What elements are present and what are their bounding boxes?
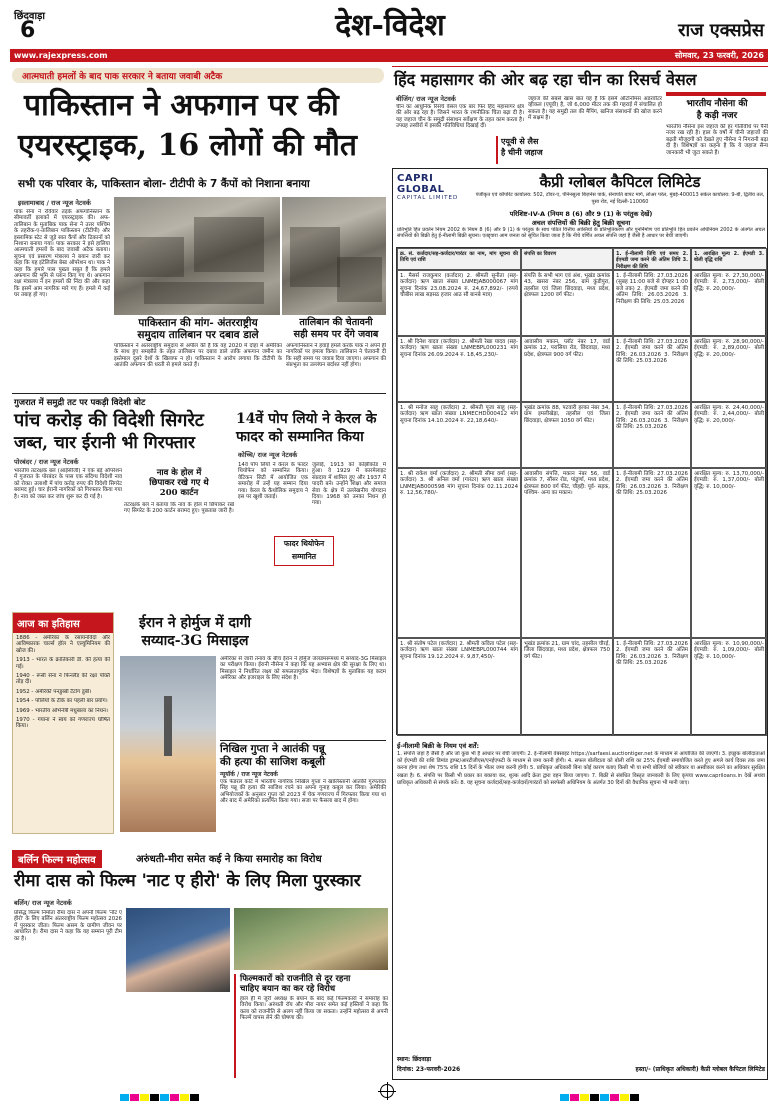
- gujarat-box-heading-3: 200 कार्टन: [159, 488, 199, 498]
- gujarat-box-headings: [124, 468, 234, 498]
- table-row: 1. ई-नीलामी तिथि: 27.03.2026 2. ईएमडी जमा करने की अंतिम तिथि: 26.03.2026 3. निरीक्षण की तिथि: 25.03.2026: [613, 638, 691, 736]
- berlin-box-text: हाल ही में जूरी अध्यक्ष के बयान के बाद कई फिल्मकारों ने समारोह का विरोध किया। अरुंधती रॉय और मीरा नायर समेत कई हस्तियों ने कहा कि कला को राजनीति से अलग नहीं किया जा सकता। उन्होंने महोत्सव से अपनी फिल्में वापस लेने की घोषणा की।: [240, 996, 388, 1022]
- registration-mark-icon: [380, 1084, 394, 1098]
- table-row: 1. ई-नीलामी तिथि: 27.03.2026 (सुबह 11:00 बजे से दोपहर 1:00 बजे तक) 2. ईएमडी जमा करने की अंतिम तिथि: 26.03.2026 3. निरीक्षण की तिथि: 25.03.2026: [613, 270, 691, 336]
- iran-body: अमेरिका से जारी तनाव के बीच ईरान ने होर्मुज जलडमरूमध्य में सय्याद-3G मिसाइल का परीक्षण किया। ईरानी नौसेना ने कहा कि यह अभ्यास क्षेत्र की सुरक्षा के लिए था। मिसाइल ने निर्धारित लक्ष्य को सफलतापूर्वक भेदा। विशेषज्ञों के मुताबिक यह कदम अमेरिका और इजराइल के लिए संदेश है।: [220, 656, 386, 682]
- berlin-headline: रीमा दास को फिल्म 'नाट ए हीरो' के लिए मिला पुरस्कार: [14, 871, 361, 891]
- gujarat-headline-2: जब्त, चार ईरानी भी गिरफ्तार: [14, 433, 195, 453]
- berlin-box: [234, 974, 388, 1078]
- berlin-body: प्रसिद्ध फिल्म निर्माता रीमा दास ने अपनी फिल्म 'नॉट ए हीरो' के लिए बर्लिन अंतरराष्ट्रीय फिल्म महोत्सव 2026 में पुरस्कार जीता। फिल्म असम के ग्रामीण जीवन पर आधारित है। रीमा दास ने कहा कि यह सम्मान पूरी टीम का है।: [14, 910, 122, 942]
- berlin-tag: बर्लिन फिल्म महोत्सव: [12, 850, 102, 868]
- terms-text: 1. संपत्ति जहां है जैसी है और जो कुछ भी है आधार पर बेची जाएगी। 2. ई-नीलामी वेबसाइट https://sarfaesi.auctiontiger.net के माध्यम से आयोजित की जाएगी। 3. इच्छुक बोलीदाताओं को ईएमडी की राशि डिमांड ड्राफ्ट/आरटीजीएस/एनईएफटी के माध्यम से जमा करनी होगी। 4. सफल बोलीदाता को बोली राशि का 25% ईएमडी समायोजित करते हुए अगले कार्य दिवस तक जमा करना होगा तथा शेष 75% राशि 15 दिनों के भीतर जमा करनी होगी। 5. प्राधिकृत अधिकारी बिना कोई कारण बताए किसी भी या सभी बोलियों को स्वीकार या अस्वीकार करने का अधिकार सुरक्षित रखता है। 6. संपत्ति पर किसी भी प्रकार का बकाया कर, शुल्क आदि क्रेता द्वारा वहन किया जाएगा। 7. बिक्री से संबंधित विस्तृत जानकारी के लिए कृपया www.capriloans.in देखें अथवा प्राधिकृत अधिकारी से संपर्क करें। 8. यह सूचना कर्जदारों/सह-कर्जदारों/गारंटरों को सरफेसी अधिनियम के अंतर्गत 30 दिनों की वैधानिक सूचना भी मानी जाए।: [397, 751, 765, 786]
- pope-inset-2: सम्मानित: [291, 552, 317, 561]
- paper-name: राज एक्सप्रेस: [678, 20, 764, 41]
- color-bar-left: [120, 1086, 220, 1094]
- nijjar-story: [220, 740, 386, 834]
- gujarat-headline-1: पांच करोड़ की विदेशी सिगरेट: [14, 410, 204, 431]
- nijjar-byline: न्यूयॉर्क / राज न्यूज नेटवर्क: [220, 771, 278, 778]
- lead-photo-text: पाकिस्तान ने अंतरराष्ट्रीय समुदाय से अपील की है कि वह 2020 में दोहा में अमेरिका के साथ हुए समझौते के तहत तालिबान पर दबाव डाले ताकि अफगान जमीन का इस्तेमाल दूसरे देशों के खिलाफ न हो। पाकिस्तान ने आरोप लगाया कि टीटीपी के आतंकी अफगान की धरती से हमले करते हैं।: [114, 343, 282, 369]
- lead-photo-caption-1: पाकिस्तान की मांग- अंतरराष्ट्रीय: [138, 317, 258, 329]
- iran-missile-photo: [120, 656, 216, 832]
- gujarat-box-heading-2: छिपाकर रखे गए थे: [149, 478, 209, 488]
- table-header-2: संपत्ति का विवरण: [521, 248, 613, 270]
- gujarat-top-rule: [12, 393, 386, 394]
- gujarat-kicker: गुजरात में समुद्री तट पर पकड़ी विदेशी बोट: [14, 398, 146, 408]
- navy-heading-1: भारतीय नौसेना की: [686, 99, 748, 109]
- gujarat-body: भारतीय तटरक्षक बल (आईसीजी) ने एक बड़े ऑपरेशन में गुजरात के पोरबंदर के पास एक संदिग्ध विदेशी नाव को रोका। तलाशी में पांच करोड़ रुपए की विदेशी सिगरेट बरामद हुई। चार ईरानी नागरिकों को गिरफ्तार किया गया है। नाव को जब्त कर जांच शुरू कर दी गई है।: [14, 468, 122, 500]
- history-item: 1969 - भारतीय अभिनेत्री मधुबाला का निधन।: [16, 707, 108, 714]
- china-inset-1: एयूवी से लैस: [501, 137, 539, 146]
- issue-date: सोमवार, 23 फरवरी, 2026: [674, 51, 764, 60]
- capri-logo-sub: CAPITAL LIMITED: [397, 195, 459, 201]
- table-row: संपत्ति के सभी भाग एवं अंश, भूखंड क्रमांक 43, खसरा नंबर 256, ग्राम कुंडीपुरा, तहसील एवं जिला छिंदवाड़ा, मध्य प्रदेश, क्षेत्रफल 1200 वर्ग फीट।: [521, 270, 613, 336]
- table-row: 1. ई-नीलामी तिथि: 27.03.2026 2. ईएमडी जमा करने की अंतिम तिथि: 26.03.2026 3. निरीक्षण की तिथि: 25.03.2026: [613, 336, 691, 402]
- table-row: 1. श्री दिनेश यादव (कर्जदार) 2. श्रीमती रेखा यादव (सह-कर्जदार) ऋण खाता संख्या LNMEBPL000231 मांग सूचना दिनांक 26.09.2024 रु. 18,45,230/-: [397, 336, 521, 402]
- taliban-heading-2: सही समय पर देंगे जवाब: [293, 329, 379, 340]
- nijjar-headline-1: निखिल गुप्ता ने आतंकी पन्नू: [220, 743, 325, 755]
- website-link[interactable]: www.rajexpress.com: [14, 51, 108, 60]
- lead-body: पाक सेना ने रविवार तड़के अफगानिस्तान के सीमावर्ती इलाकों में एयरस्ट्राइक की। अफ-तालिबान के मुताबिक पाक सेना ने उत्तर पश्चिम के तहरीक-ए-तालिबान पाकिस्तान (टीटीपी) और इस्लामिक स्टेट से जुड़े सात कैंपों और ठिकानों को निशाना बनाया गया। पाक सरकार ने इसे हालिया आत्मघाती हमलों के बाद जवाबी अटैक बताया। सूचना एवं प्रसारण मंत्रालय ने बयान जारी कर कहा कि यह इंटेलिजेंस बेस्ड ऑपरेशन था। पाक ने कहा कि हमारे पास पुख्ता सबूत हैं कि हमले अफगान की भूमि से प्लान किए गए थे। अफगान रक्षा मंत्रालय ने इन हमलों की निंदा की और कहा कि इसमें आम नागरिक मारे गए हैं। हमले में कई घर तबाह हो गए।: [14, 209, 110, 299]
- china-rule: [392, 66, 768, 67]
- berlin-byline: बर्लिन/ राज न्यूज नेटवर्क: [14, 899, 72, 907]
- lead-byline: इस्लामाबाद / राज न्यूज नेटवर्क: [18, 199, 91, 207]
- nijjar-headline-2: की हत्या की साजिश कबूली: [220, 756, 325, 768]
- china-col-b: जहाज की सबसे खास बात यह है कि इसमें ऑटोनॉमस अंडरवॉटर व्हीकल (एयूवी) है, जो 6,000 मीटर तक की गहराई में संचालित हो सकता है। यह समुद्री तल की मैपिंग, खनिज संसाधनों की खोज करने में सक्षम है।: [528, 96, 662, 122]
- history-box: [12, 612, 114, 834]
- capri-notice: [392, 168, 768, 1080]
- city-name: छिंदवाड़ा: [14, 11, 45, 22]
- table-header-3: 1. ई-नीलामी तिथि एवं समय 2. ईएमडी जमा करने की अंतिम तिथि 3. निरीक्षण की तिथि: [613, 248, 691, 270]
- notice-intro: प्रतिभूति हित प्रवर्तन नियम 2002 के नियम 8 (6) और 9 (1) के परंतुक के साथ पठित वित्तीय आस्तियों के प्रतिभूतिकरण और पुनर्निर्माण एवं प्रतिभूति हित प्रवर्तन अधिनियम 2002 के अंतर्गत अचल संपत्तियों की बिक्री हेतु ई-नीलामी बिक्री सूचना। एतद्द्वारा आम जनता को सूचित किया जाता है कि नीचे वर्णित अचल संपत्ति जहां है जैसी है आधार पर बेची जाएगी।: [397, 227, 765, 240]
- lead-subhead: सभी एक परिवार के, पाकिस्तान बोला- टीटीपी के 7 कैंपों को निशाना बनाया: [18, 178, 310, 190]
- masthead: [10, 6, 768, 48]
- history-item: 1886 - अमेरिका के रसायनविदों और आविष्कारक चार्ल्स हॉल ने एल्युमिनियम की खोज की।: [16, 635, 110, 654]
- table-row: आरक्षित मूल्य: रु. 24,40,000/- ईएमडी: रु. 2,44,000/- बोली वृद्धि: रु. 20,000/-: [691, 402, 767, 468]
- table-row: आवासीय संपत्ति, मकान नंबर 56, वार्ड क्रमांक 7, सौंसर रोड, पांढुर्णा, मध्य प्रदेश, क्षेत्रफल 800 वर्ग फीट, चौहद्दी: पूर्व- सड़क, पश्चिम- अन्य का मकान।: [521, 468, 613, 638]
- table-row: भूखंड क्रमांक 21, ग्राम चांद, तहसील चौरई, जिला छिंदवाड़ा, मध्य प्रदेश, क्षेत्रफल 750 वर्ग फीट।: [521, 638, 613, 736]
- lead-photo-caption-2: समुदाय तालिबान पर दबाव डाले: [137, 329, 259, 341]
- berlin-box-heading-2: चाहिए बयान का कर रहे विरोध: [240, 984, 336, 994]
- notice-title: कैप्री ग्लोबल कैपिटल लिमिटेड: [539, 173, 701, 191]
- pope-headline-1: 14वें पोप लियो ने केरल के: [236, 411, 377, 427]
- table-header-4: 1. आरक्षित मूल्य 2. ईएमडी 3. बोली वृद्धि राशि: [691, 248, 767, 270]
- page-number: 6: [20, 18, 36, 43]
- table-row: आवासीय मकान, प्लॉट नंबर 17, वार्ड क्रमांक 12, परासिया रोड, छिंदवाड़ा, मध्य प्रदेश, क्षेत्रफल 900 वर्ग फीट।: [521, 336, 613, 402]
- table-row: 1. श्री राकेश वर्मा (कर्जदार) 2. श्रीमती सीमा वर्मा (सह-कर्जदार) 3. श्री अनिल वर्मा (गारंटर) ऋण खाता संख्या LNMEJAB000598 मांग सूचना दिनांक 02.11.2024 रु. 12,56,780/-: [397, 468, 521, 638]
- notice-signature: हस्ता/- (प्राधिकृत अधिकारी) कैप्री ग्लोबल कैपिटल लिमिटेड: [635, 1066, 765, 1073]
- navy-text: भारतीय नौसेना इस जहाज की हर गतिविधि पर पैनी नजर रख रही है। हाल के वर्षों में चीनी जहाजों की बढ़ती मौजूदगी को देखते हुए नौसेना ने निगरानी बढ़ा दी है। विशेषज्ञों का कहना है कि ये जहाज सैन्य जानकारी भी जुटा सकते हैं।: [666, 124, 768, 156]
- iran-headline-1: ईरान ने होर्मुज में दागी: [138, 615, 252, 631]
- china-inset-2: है चीनी जहाज: [501, 148, 543, 157]
- table-row: आरक्षित मूल्य: रु. 27,30,000/- ईएमडी: रु. 2,73,000/- बोली वृद्धि: रु. 20,000/-: [691, 270, 767, 336]
- table-row: 1. श्री मनोज साहू (कर्जदार) 2. श्रीमती पूजा साहू (सह-कर्जदार) ऋण खाता संख्या LNMECHD000412 मांग सूचना दिनांक 14.10.2024 रु. 22,18,640/-: [397, 402, 521, 468]
- lead-headline-1: पाकिस्तान ने अफगान पर की: [24, 88, 339, 123]
- notice-place: स्थान: छिंदवाड़ा: [397, 1056, 432, 1063]
- table-row: 1. ई-नीलामी तिथि: 27.03.2026 2. ईएमडी जमा करने की अंतिम तिथि: 26.03.2026 3. निरीक्षण की तिथि: 25.03.2026: [613, 402, 691, 468]
- history-item: 1940 - रूसी सेना ने फिनलैंड की रक्षा पंक्ति तोड़ दी।: [16, 673, 110, 686]
- airstrike-photo: [114, 197, 280, 315]
- taliban-text: अफगानिस्तान ने हवाई हमले करके पाक ने अपने ही नागरिकों पर हमला किया। तालिबान ने चेतावनी दी कि सही समय पर जवाब दिया जाएगा। अफगान की संप्रभुता का उल्लंघन बर्दाश्त नहीं होगा।: [286, 343, 386, 369]
- china-col-a: चीन का आधुनिक रिसर्च वेसल एक बार फिर हिंद महासागर क्षेत्र की ओर बढ़ रहा है। जिसने भारत के रणनीतिक चिंता बढ़ा दी है। यह जहाज चीन के समुद्री संसाधन सर्वेक्षण के तहत काम करता है। उपग्रह तस्वीरों में इसकी गतिविधियां दिखाई दीं।: [396, 104, 524, 130]
- pope-body: 14वें पोप लियो ने केरल के फादर थियोफेन को सम्मानित किया। वेटिकन सिटी में आयोजित एक समारोह में उन्हें यह सम्मान दिया गया। केरल के कैथोलिक समुदाय ने इस पर खुशी जताई।: [238, 462, 308, 501]
- terms-heading: ई-नीलामी बिक्री के नियम एवं शर्तें:: [397, 742, 480, 750]
- china-vessel-photo: [666, 92, 766, 96]
- notice-heading: अचल संपत्तियों की बिक्री हेतु बिक्री सूचना: [531, 219, 631, 227]
- table-row: आरक्षित मूल्य: रु. 28,90,000/- ईएमडी: रु. 2,89,000/- बोली वृद्धि: रु. 20,000/-: [691, 336, 767, 402]
- nijjar-body: एक फेडरल कोर्ट में भारतीय नागरिक निखिल गुप्ता ने खालिस्तानी आतंकी गुरपतवंत सिंह पन्नू की हत्या की साजिश रचने का अपना गुनाह कबूल कर लिया। अमेरिकी अभियोजकों के अनुसार गुप्ता को 2023 में चेक गणराज्य में गिरफ्तार किया गया था और बाद में अमेरिका प्रत्यर्पित किया गया। सजा पर फैसला बाद में होगा।: [220, 779, 386, 805]
- notice-address: पंजीकृत एवं कॉर्पोरेट कार्यालय: 502, टॉवर-ए, पेनिनसुला बिज़नेस पार्क, सेनापति बापट मार्ग, लोअर परेल, मुंबई-400013 सर्कल कार्यालय: 9-बी, द्वितीय तल, पूसा रोड, नई दिल्ली-110060: [475, 192, 765, 205]
- berlin-kicker: अरुंधती-मीरा समेत कई ने किया समारोह का विरोध: [136, 854, 322, 865]
- history-item: 1952 - अमेरिकी पनडुब्बी टैटोग डूबी।: [16, 688, 92, 695]
- capri-logo-text: CAPRI GLOBAL: [397, 173, 445, 195]
- navy-heading-2: है कड़ी नजर: [696, 111, 738, 121]
- notice-table: [396, 247, 766, 735]
- lead-headline-2: एयरस्ट्राइक, 16 लोगों की मौत: [18, 128, 357, 163]
- table-row: आरक्षित मूल्य: रु. 13,70,000/- ईएमडी: रु. 1,37,000/- बोली वृद्धि: रु. 10,000/-: [691, 468, 767, 638]
- china-byline: बीजिंग/ राज न्यूज नेटवर्क: [396, 95, 456, 103]
- table-row: भूखंड क्रमांक 88, पटवारी हल्का नंबर 34, ग्राम इमलीखेड़ा, तहसील एवं जिला छिंदवाड़ा, क्षेत्रफल 1050 वर्ग फीट।: [521, 402, 613, 468]
- history-item: 1913 - भारत के क्रांतिकारी डी. की हत्या की गई।: [16, 657, 110, 670]
- rima-das-photo: [126, 908, 230, 992]
- china-headline: हिंद महासागर की ओर बढ़ रहा चीन का रिसर्च वेसल: [394, 70, 697, 89]
- pope-inset-1: फादर थियोफेन: [283, 539, 325, 548]
- masthead-rule: [10, 49, 768, 62]
- color-bar-right: [560, 1086, 660, 1094]
- gujarat-box-text: तटरक्षक बल ने बताया कि नाव के होल में छिपाकर रखे गए सिगरेट के 200 कार्टन बरामद हुए। पूछताछ जारी है।: [124, 502, 234, 515]
- gujarat-byline: पोरबंदर / राज न्यूज नेटवर्क: [14, 458, 79, 466]
- history-title: आज का इतिहास: [13, 613, 113, 633]
- table-row: 1. मैसर्स राजकुमार (कर्जदार) 2. श्रीमती सुनीता (सह-कर्जदार) ऋण खाता संख्या LNMEJAB000067 मांग सूचना दिनांक 23.08.2024 रु. 24,67,892/- (रुपये चौबीस लाख सड़सठ हजार आठ सौ बानबे मात्र): [397, 270, 521, 336]
- pope-headline-2: फादर को सम्मानित किया: [236, 429, 364, 445]
- gujarat-box-heading-1: नाव के होल में: [156, 468, 202, 478]
- history-item: 1954 - पोलियो के टीके का पहली बार प्रयोग।: [16, 698, 108, 705]
- pope-col-b: जुलाई, 1913 को कोझीकोड में हुआ। वे 1929 में कारमेलाइट संप्रदाय में शामिल हुए और 1937 में पादरी बने। उन्होंने शिक्षा और समाज सेवा के क्षेत्र में उल्लेखनीय योगदान दिया। 1968 को उनका निधन हो गया।: [312, 462, 386, 507]
- notice-date: दिनांक: 23-फरवरी-2026: [397, 1066, 461, 1073]
- history-item: 1970 - गयाना ने स्वयं को गणराज्य घोषित किया।: [16, 717, 110, 730]
- berlin-box-heading-1: फिल्मकारों को राजनीति से दूर रहना: [240, 974, 351, 984]
- rubble-photo: [282, 197, 386, 315]
- film-still-photo: [234, 908, 388, 970]
- lead-kicker: आत्मघाती हमलों के बाद पाक सरकार ने बताया जवाबी अटैक: [22, 72, 223, 82]
- table-row: 1. ई-नीलामी तिथि: 27.03.2026 2. ईएमडी जमा करने की अंतिम तिथि: 26.03.2026 3. निरीक्षण की तिथि: 25.03.2026: [613, 468, 691, 638]
- table-header-1: क्र. सं. कर्जदार/सह-कर्जदार/गारंटर का नाम, मांग सूचना की तिथि एवं राशि: [397, 248, 521, 270]
- pope-byline: कोच्चि/ राज न्यूज नेटवर्क: [238, 451, 298, 459]
- table-row: आरक्षित मूल्य: रु. 10,90,000/- ईएमडी: रु. 1,09,000/- बोली वृद्धि: रु. 10,000/-: [691, 638, 767, 736]
- table-row: 1. श्री संतोष पटेल (कर्जदार) 2. श्रीमती कविता पटेल (सह-कर्जदार) ऋण खाता संख्या LNMEBPL000744 मांग सूचना दिनांक 19.12.2024 रु. 9,87,450/-: [397, 638, 521, 736]
- section-title: देश-विदेश: [335, 8, 445, 43]
- iran-headline-2: सय्याद-3G मिसाइल: [141, 633, 249, 649]
- capri-logo: [397, 173, 469, 203]
- notice-subtitle: परिशिष्ट-IV-A (नियम 8 (6) और 9 (1) के परंतुक देखें): [509, 210, 653, 218]
- taliban-heading-1: तालिबान की चेतावनी: [299, 317, 373, 328]
